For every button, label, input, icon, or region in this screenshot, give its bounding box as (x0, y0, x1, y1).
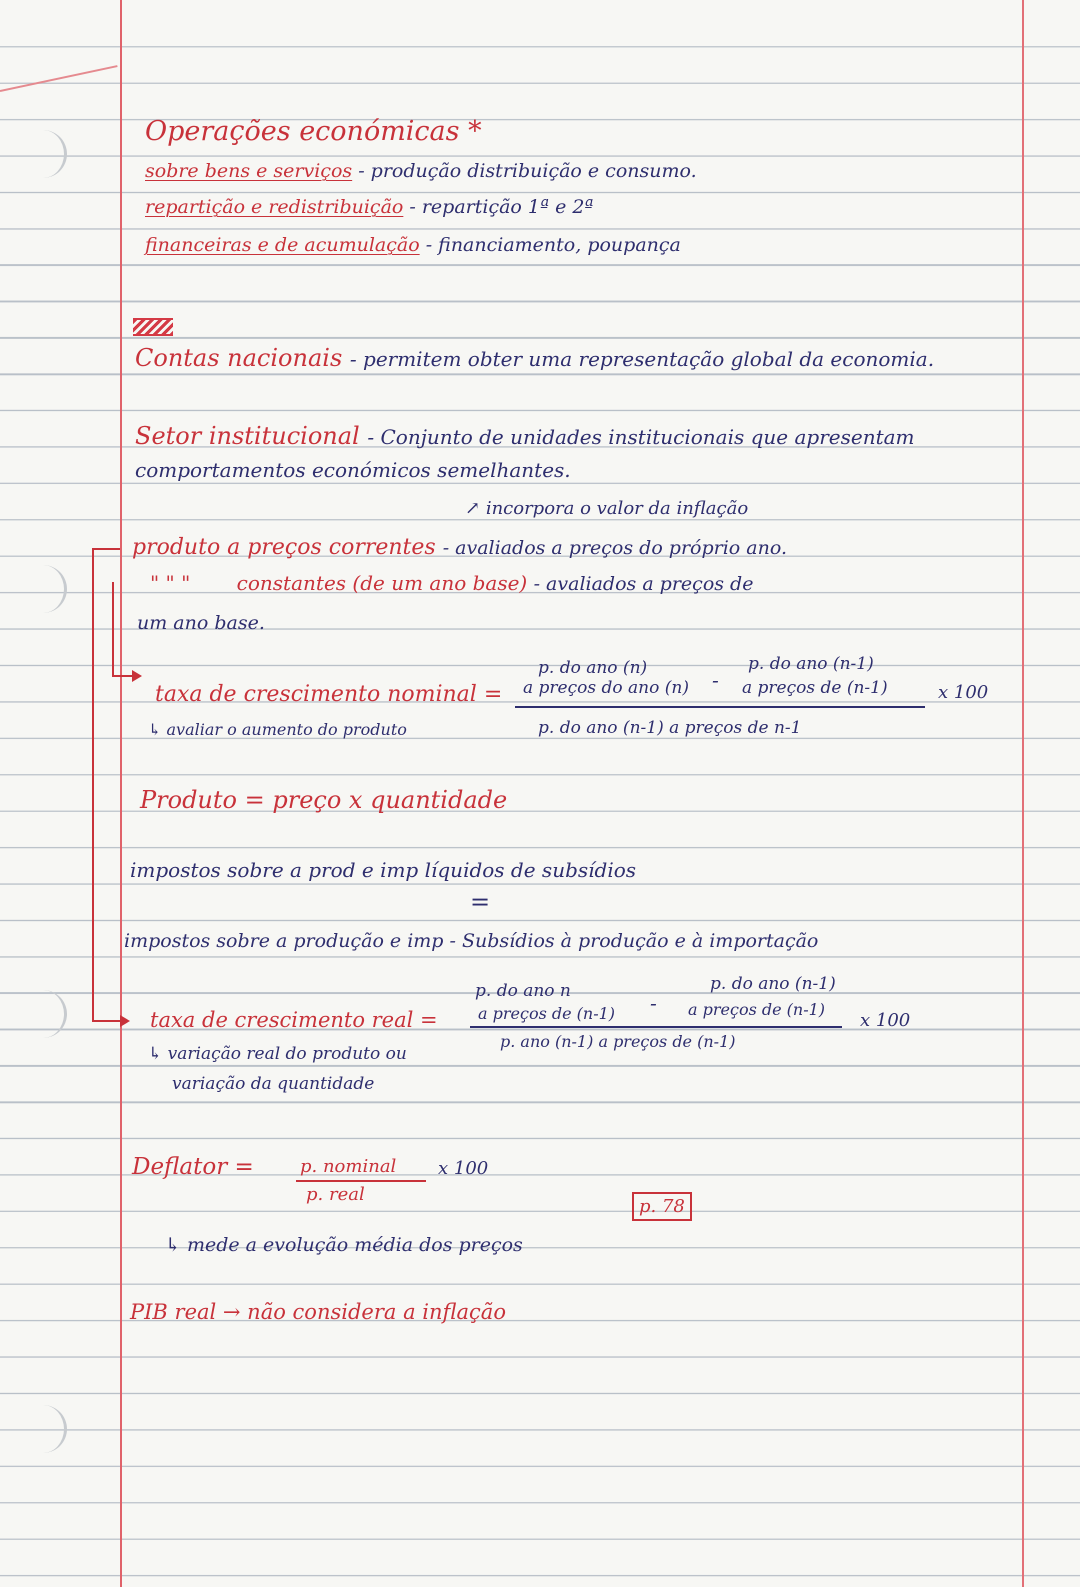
right-margin-line (1022, 0, 1024, 1587)
nominal-num1: p. do ano (n) (538, 658, 648, 678)
scribble-mark (133, 318, 173, 336)
page-heading: Operações económicas * (145, 116, 482, 147)
definition-text-cont: comportamentos económicos semelhantes. (135, 458, 571, 482)
bracket-connector (112, 582, 124, 675)
real-num2: p. do ano (n-1) (710, 974, 836, 994)
produto-desc: - avaliados a preços de (533, 573, 754, 595)
deflator-times: x 100 (438, 1158, 489, 1179)
deflator-label: Deflator = (132, 1154, 254, 1180)
real-note: ↳ variação real do produto ou (148, 1044, 407, 1064)
impostos-line: impostos sobre a produção e imp - Subsídios à produção e à importação (124, 930, 819, 952)
binder-hole (34, 1405, 67, 1453)
ops-desc: - financiamento, poupança (425, 234, 681, 256)
ops-term: repartição e redistribuição (145, 196, 404, 218)
deflator-note: ↳ mede a evolução média dos preços (165, 1234, 523, 1256)
arrow-line (92, 1020, 122, 1022)
produto-formula: Produto = preço x quantidade (140, 786, 508, 814)
produto-desc: - avaliados a preços do próprio ano. (442, 537, 787, 559)
deflator-numerator: p. nominal (300, 1156, 397, 1177)
nominal-num2b: a preços de (n-1) (742, 678, 888, 698)
definition-setor (135, 424, 915, 448)
ops-row (145, 162, 697, 181)
arrow-icon (120, 1015, 130, 1027)
produto-line (132, 537, 787, 559)
deflator-fraction-bar (296, 1180, 426, 1182)
ops-term: sobre bens e serviços (145, 160, 353, 182)
ops-desc: - repartição 1ª e 2ª (409, 196, 594, 218)
nominal-times: x 100 (938, 682, 989, 703)
pib-note: PIB real → não considera a inflação (130, 1300, 506, 1324)
definition-term: Setor institucional (135, 422, 360, 450)
definition-contas (135, 346, 934, 370)
ops-desc: - produção distribuição e consumo. (358, 160, 697, 182)
real-num1: p. do ano n (475, 981, 571, 1001)
real-num1b: a preços de (n-1) (478, 1004, 616, 1023)
real-denominator: p. ano (n-1) a preços de (n-1) (500, 1032, 736, 1051)
definition-term: Contas nacionais (135, 344, 343, 372)
real-note: variação da quantidade (172, 1074, 375, 1094)
left-margin-line (120, 0, 122, 1587)
impostos-equals: = (470, 888, 491, 916)
ditto-marks: " " " (150, 571, 191, 595)
note-text: incorpora o valor da inflação (485, 498, 749, 519)
note-text: mede a evolução média dos preços (186, 1234, 523, 1256)
corner-mark (0, 65, 118, 92)
arrow-icon (132, 670, 142, 682)
binder-hole (34, 130, 67, 178)
deflator-denominator: p. real (306, 1184, 365, 1205)
produto-note: ↗ incorpora o valor da inflação (465, 498, 749, 519)
real-num2b: a preços de (n-1) (688, 1000, 826, 1019)
ops-term: financeiras e de acumulação (145, 234, 420, 256)
note-text: avaliar o aumento do produto (166, 720, 407, 739)
nominal-note: ↳ avaliar o aumento do produto (148, 720, 407, 739)
real-label: taxa de crescimento real = (150, 1008, 438, 1032)
produto-line (150, 573, 753, 594)
nominal-denominator: p. do ano (n-1) a preços de n-1 (538, 718, 802, 738)
definition-text: - Conjunto de unidades institucionais que apresentam (367, 425, 915, 449)
nominal-fraction-bar (515, 706, 925, 708)
page-reference-tag: p. 78 (632, 1192, 692, 1221)
real-minus: - (650, 991, 657, 1015)
definition-text: - permitem obter uma representação global da economia. (349, 347, 935, 371)
arrow-line (112, 675, 134, 677)
produto-term: produto a preços correntes (132, 535, 436, 560)
nominal-num1b: a preços do ano (n) (523, 678, 689, 698)
nominal-minus: - (712, 668, 719, 692)
real-times: x 100 (860, 1010, 911, 1031)
note-text: variação real do produto ou (167, 1044, 407, 1064)
ops-row (145, 236, 681, 255)
binder-hole (34, 990, 67, 1038)
binder-hole (34, 565, 67, 613)
nominal-num2: p. do ano (n-1) (748, 654, 874, 674)
produto-line: um ano base. (137, 612, 265, 634)
ops-row (145, 198, 593, 217)
nominal-label: taxa de crescimento nominal = (155, 682, 503, 707)
produto-term: constantes (de um ano base) (236, 571, 528, 595)
real-fraction-bar (470, 1026, 842, 1028)
impostos-line: impostos sobre a prod e imp líquidos de subsídios (130, 858, 637, 882)
